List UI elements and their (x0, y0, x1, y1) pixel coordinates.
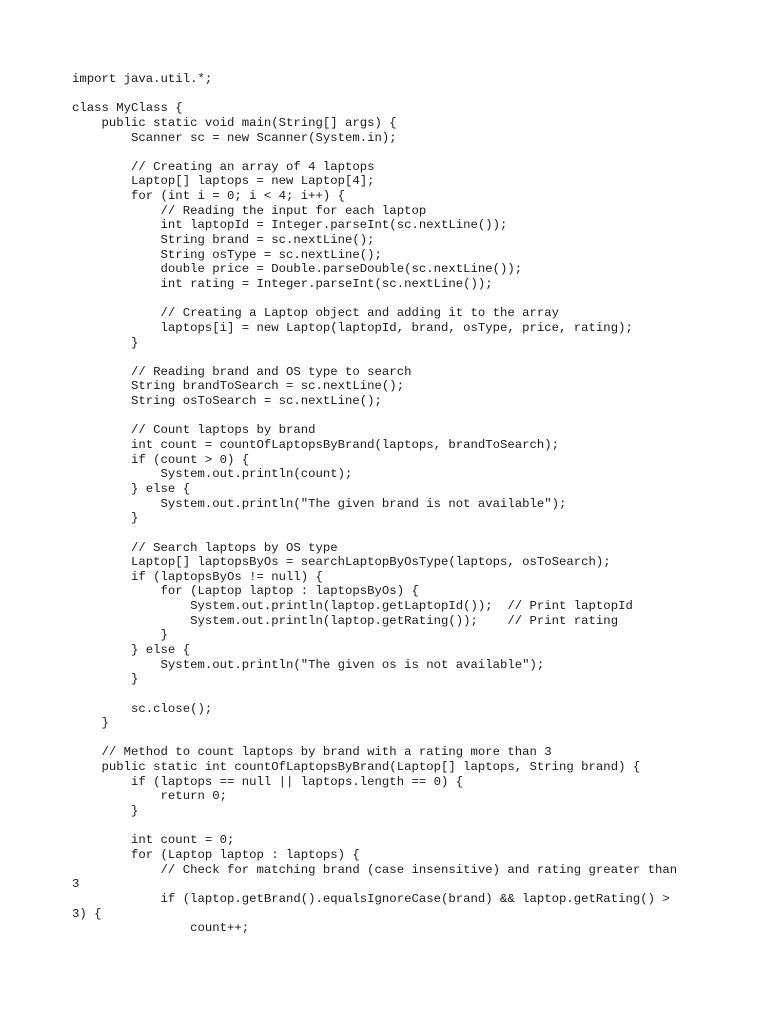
code-line (72, 409, 677, 424)
code-line: int count = countOfLaptopsByBrand(laptops, brandToSearch); (72, 438, 560, 453)
code-line (72, 87, 677, 102)
code-line: } (72, 511, 139, 526)
code-line: public static void main(String[] args) { (72, 115, 397, 130)
code-line: System.out.println(count); (72, 467, 353, 482)
code-line: } else { (72, 481, 191, 496)
code-line: 3 (72, 877, 80, 892)
code-line: String osToSearch = sc.nextLine(); (72, 394, 382, 409)
code-line: for (Laptop laptop : laptopsByOs) { (72, 584, 419, 599)
code-line (72, 819, 677, 834)
code-line: laptops[i] = new Laptop(laptopId, brand, osType, price, rating); (72, 320, 633, 335)
code-line: public static int countOfLaptopsByBrand(Laptop[] laptops, String brand) { (72, 760, 641, 775)
code-line: for (Laptop laptop : laptops) { (72, 847, 360, 862)
code-line: String osType = sc.nextLine(); (72, 247, 382, 262)
code-line: if (count > 0) { (72, 452, 250, 467)
code-line: if (laptops == null || laptops.length == 0) { (72, 774, 464, 789)
code-line: if (laptopsByOs != null) { (72, 569, 323, 584)
code-line: Laptop[] laptops = new Laptop[4]; (72, 174, 375, 189)
code-line: class MyClass { (72, 101, 183, 116)
code-line: } (72, 335, 139, 350)
code-line: 3) { (72, 906, 102, 921)
code-line: int laptopId = Integer.parseInt(sc.nextLine()); (72, 218, 508, 233)
code-line: } (72, 716, 109, 731)
code-line (72, 731, 677, 746)
code-line: System.out.println(laptop.getLaptopId()); // Print laptopId (72, 599, 633, 614)
code-line: int rating = Integer.parseInt(sc.nextLine()); (72, 276, 493, 291)
code-line (72, 350, 677, 365)
code-line: for (int i = 0; i < 4; i++) { (72, 189, 346, 204)
code-line: count++; (72, 921, 250, 936)
code-line: import java.util.*; (72, 72, 213, 86)
code-line: System.out.println("The given brand is not available"); (72, 496, 567, 511)
code-line (72, 145, 677, 160)
code-line: String brandToSearch = sc.nextLine(); (72, 379, 405, 394)
code-line (72, 687, 677, 702)
code-line: // Reading the input for each laptop (72, 203, 427, 218)
code-line: } (72, 672, 139, 687)
code-line: Scanner sc = new Scanner(System.in); (72, 130, 397, 145)
code-line: } (72, 628, 168, 643)
code-line: // Count laptops by brand (72, 423, 316, 438)
code-line: // Creating an array of 4 laptops (72, 159, 375, 174)
code-line: if (laptop.getBrand().equalsIgnoreCase(brand) && laptop.getRating() > (72, 891, 670, 906)
code-line: System.out.println(laptop.getRating()); // Print rating (72, 613, 619, 628)
code-line: return 0; (72, 789, 227, 804)
code-line: Laptop[] laptopsByOs = searchLaptopByOsType(laptops, osToSearch); (72, 555, 611, 570)
code-listing (72, 72, 677, 936)
code-line: double price = Double.parseDouble(sc.nextLine()); (72, 262, 523, 277)
code-line: // Check for matching brand (case insensitive) and rating greater than (72, 862, 678, 877)
code-line: int count = 0; (72, 833, 235, 848)
code-line: } (72, 804, 139, 819)
code-line: // Creating a Laptop object and adding it to the array (72, 306, 560, 321)
code-line (72, 526, 677, 541)
code-line: // Search laptops by OS type (72, 540, 338, 555)
code-line: sc.close(); (72, 701, 213, 716)
code-line: // Reading brand and OS type to search (72, 364, 412, 379)
code-line: } else { (72, 642, 191, 657)
code-line: String brand = sc.nextLine(); (72, 233, 375, 248)
code-line: // Method to count laptops by brand with a rating more than 3 (72, 745, 552, 760)
code-line: System.out.println("The given os is not available"); (72, 657, 545, 672)
code-line (72, 292, 677, 307)
